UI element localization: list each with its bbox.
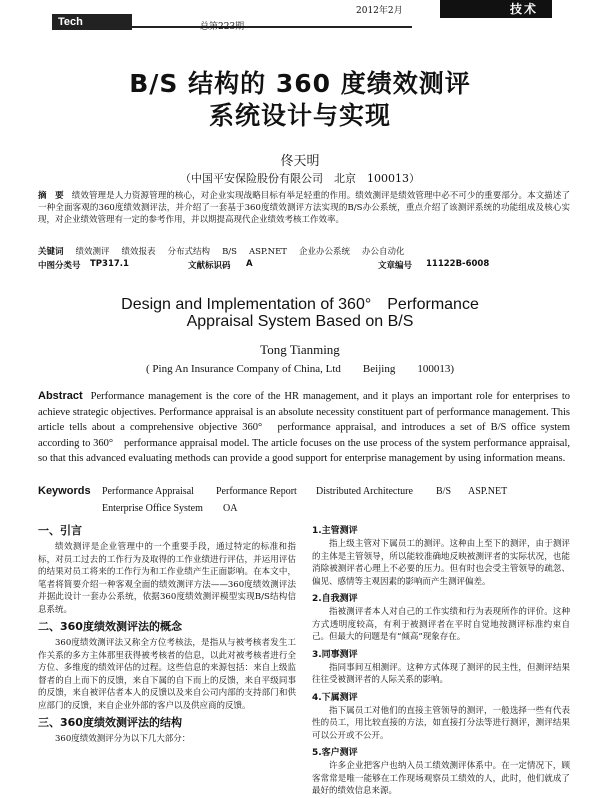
section-1-text: 绩效测评是企业管理中的一个重要手段，通过特定的标准和指标，对员工过去的工作行为及取得的工作业绩进行评估，并运用评估的结果对员工将来的工作行为和工作业绩产生正面影响。在本文中，笔者将简要介绍一种客观全面的绩效测评方法——360度绩效测评法并据此设计一套办公系统，依据360度绩效测评模型实现B/S结构信息系统。 bbox=[38, 542, 296, 615]
section-2-text: 360度绩效测评法又称全方位考核法，是指从与被考核者发生工作关系的多方主体那里获得被考核者的信息，以此对被考核者进行全方位、多维度的绩效评估的过程。这些信息的来源包括：来自上级监督者的自上而下的反馈，来自下属的自下而上的反馈，来自平级同事的反馈，来自被评估者本人的反馈以及来自公司内部的支持部门和供应部门的反馈，来自企业外部的客户以及供应商的反馈。 bbox=[38, 638, 296, 711]
cls-value: TP317.1 bbox=[90, 259, 129, 269]
keyword-en: Performance Appraisal bbox=[102, 486, 194, 497]
subsection-4-heading: 4.下属测评 bbox=[312, 692, 358, 703]
doc-value: A bbox=[246, 259, 253, 269]
title-cn-line1: B/S 结构的 360 度绩效测评 bbox=[129, 69, 471, 98]
section-3-text: 360度绩效测评分为以下几大部分： bbox=[55, 734, 191, 744]
subsection-2-text: 指被测评者本人对自己的工作实绩和行为表现所作的评价。这种方式透明度较高，有利于被测评者在平时自觉地按测评标准约束自己。但最大的问题是有“倾高”现象存在。 bbox=[312, 607, 570, 642]
subsection-5-text: 许多企业把客户也纳入员工绩效测评体系中。在一定情况下，顾客常常是唯一能够在工作现场观察员工绩效的人，此时，他们就成了最好的绩效信息来源。 bbox=[312, 761, 570, 796]
keywords-cn-label: 关键词 bbox=[38, 247, 64, 257]
title-en-line2: Appraisal System Based on B/S bbox=[186, 313, 414, 330]
body-left-column bbox=[38, 520, 296, 746]
tech-label: Tech bbox=[52, 14, 132, 30]
subsection-5-heading: 5.客户测评 bbox=[312, 748, 358, 758]
abstract-cn-label: 摘 要 bbox=[38, 191, 64, 201]
keyword-en: OA bbox=[223, 503, 238, 514]
subsection-4-text: 指下属员工对他们的直接主管领导的测评，一般选择一些有代表性的员工，用比较直接的方法，如直接打分法等进行测评，测评结果可以公开或不公开。 bbox=[312, 705, 570, 741]
header-rule bbox=[132, 26, 412, 28]
body-right-column bbox=[312, 520, 570, 798]
keyword-en: Distributed Architecture bbox=[316, 486, 413, 497]
issue-number: 总第223期 bbox=[200, 22, 245, 32]
section-2-heading: 二、360度绩效测评法的概念 bbox=[38, 620, 182, 633]
keyword-en: Enterprise Office System bbox=[102, 503, 203, 514]
abstract-en-label: Abstract bbox=[38, 390, 83, 402]
keyword-cn: 办公自动化 bbox=[362, 247, 405, 257]
subsection-1-heading: 1.主管测评 bbox=[312, 526, 358, 536]
art-label: 文章编号 bbox=[378, 261, 413, 271]
keyword-en: Performance Report bbox=[216, 486, 297, 497]
art-value: 11122B-6008 bbox=[426, 259, 490, 269]
abstract-cn bbox=[38, 190, 570, 226]
keyword-cn: B/S bbox=[222, 247, 237, 257]
subsection-1-text: 指上级主管对下属员工的测评。这种由上至下的测评，由于测评的主体是主管领导，所以能较准确地反映被测评者的实际状况，也能消除被测评者心理上不必要的压力。但有时也会受主管领导的疏忽、偏见、感情等主观因素的影响而产生测评偏差。 bbox=[312, 539, 570, 587]
author-cn: 佟天明 bbox=[280, 154, 320, 169]
author-en: Tong Tianming bbox=[260, 342, 340, 357]
subsection-3-text: 指同事间互相测评。这种方式体现了测评的民主性，但测评结果往往受被测评者的人际关系的影响。 bbox=[312, 662, 570, 685]
keyword-cn: 企业办公系统 bbox=[298, 247, 350, 257]
keyword-cn: 绩效测评 bbox=[75, 247, 110, 257]
section-1-heading: 一、引言 bbox=[38, 524, 82, 537]
abstract-cn-text: 绩效管理是人力资源管理的核心，对企业实现战略目标有举足轻重的作用。绩效测评是绩效管理中必不可少的重要部分。本文描述了一种全面客观的360度绩效测评法，并介绍了一套基于360度绩效测评方法实现的B/S办公系统，重点介绍了该测评系统的功能组成及核心实现，对企业绩效管理有一定的参考作用，并以期提高现代企业绩效考核工作效率。 bbox=[38, 191, 570, 225]
keyword-cn: 分布式结构 bbox=[167, 247, 211, 257]
affiliation-en: ( Ping An Insurance Company of China, Ltd Beijing 100013) bbox=[146, 363, 454, 375]
abstract-en-text: Performance management is the core of the HR management, and it plays an important role for enterprises to achieve strategic objectives. Performance appraisal is an absolute necessity constituent part of performance management. This article tells about a comprehensive objective 360° performance appraisal, and introduces a set of B/S office system according to 360° performance appraisal model. The article focuses on the use process of the system performance appraisal, so that this advanced evaluating methods can provide a good support for enterprise management by using information means. bbox=[38, 391, 570, 464]
keyword-en: B/S bbox=[436, 486, 452, 497]
issue-date: 2012年2月 bbox=[356, 6, 403, 16]
subsection-2-heading: 2.自我测评 bbox=[312, 594, 358, 604]
keywords-cn bbox=[38, 246, 570, 258]
affiliation-cn: （中国平安保险股份有限公司 北京 100013） bbox=[180, 172, 420, 185]
subsection-3-heading: 3.同事测评 bbox=[312, 649, 358, 660]
doc-label: 文献标识码 bbox=[188, 261, 231, 271]
section-3-heading: 三、360度绩效测评法的结构 bbox=[38, 716, 182, 729]
column-label: 技术 bbox=[440, 0, 552, 18]
keyword-cn: 绩效报表 bbox=[121, 247, 156, 257]
keywords-en-label: Keywords bbox=[38, 485, 91, 497]
keyword-cn: ASP.NET bbox=[249, 247, 287, 257]
title-en-line1: Design and Implementation of 360° Performance bbox=[121, 296, 479, 313]
abstract-en bbox=[38, 389, 570, 467]
cls-label: 中图分类号 bbox=[38, 261, 81, 271]
title-cn-line2: 系统设计与实现 bbox=[208, 101, 391, 130]
keyword-en: ASP.NET bbox=[468, 486, 508, 497]
